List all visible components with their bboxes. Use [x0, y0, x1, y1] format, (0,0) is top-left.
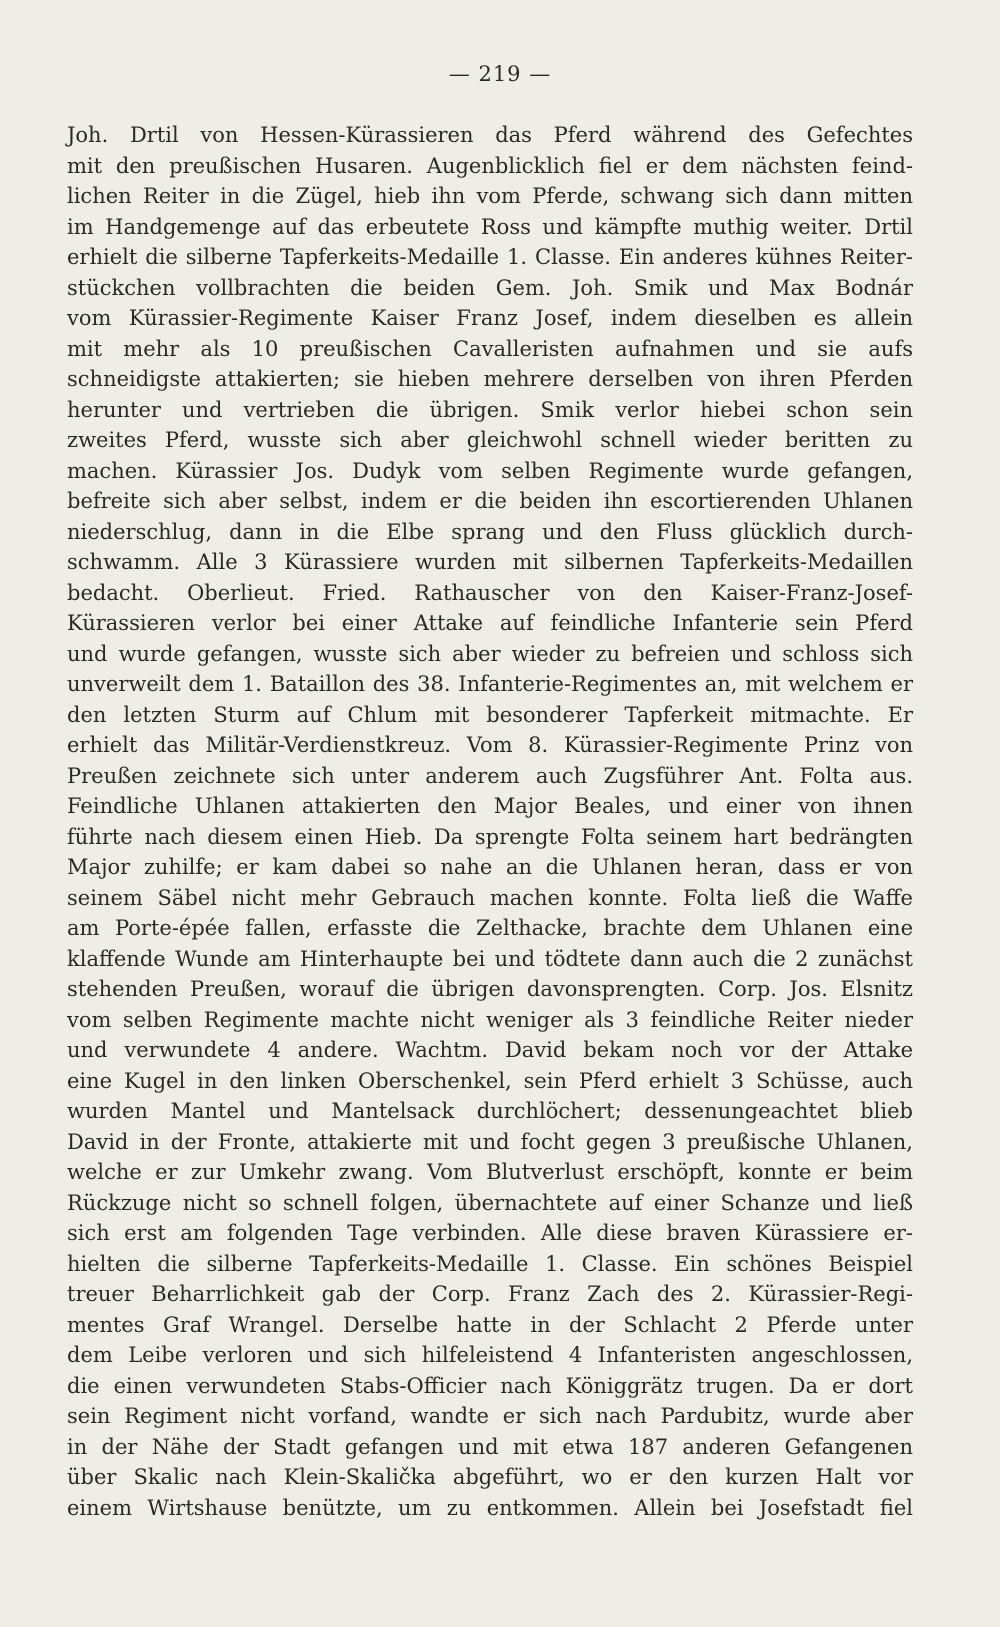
text-line: lichen Reiter in die Zügel, hieb ihn vom Pferde, schwang sich dann mitten [67, 184, 913, 208]
text-line: erhielt die silberne Tapferkeits-Medaille 1. Classe. Ein anderes kühnes Reiter- [67, 245, 913, 269]
text-line: welche er zur Umkehr zwang. Vom Blutverlust erschöpft, konnte er beim [67, 1160, 913, 1184]
text-line: vom Kürassier-Regimente Kaiser Franz Josef, indem dieselben es allein [67, 306, 913, 330]
text-line: seinem Säbel nicht mehr Gebrauch machen konnte. Folta ließ die Waffe [67, 885, 913, 910]
text-line: Rückzuge nicht so schnell folgen, übernachtete auf einer Schanze und ließ [67, 1190, 913, 1215]
text-line: eine Kugel in den linken Oberschenkel, sein Pferd erhielt 3 Schüsse, auch [67, 1068, 913, 1093]
text-line: unverweilt dem 1. Bataillon des 38. Infanterie-Regimentes an, mit welchem er [67, 672, 913, 696]
text-line: schneidigste attakierten; sie hieben mehrere derselben von ihren Pferden [67, 367, 913, 391]
text-line: machen. Kürassier Jos. Dudyk vom selben Regimente wurde gefangen, [67, 458, 913, 483]
text-line: über Skalic nach Klein-Skalička abgeführt, wo er den kurzen Halt vor [67, 1465, 913, 1489]
text-line: klaffende Wunde am Hinterhaupte bei und tödtete dann auch die 2 zunächst [67, 946, 913, 971]
text-line: Joh. Drtil von Hessen-Kürassieren das Pferd während des Gefechtes [67, 123, 913, 147]
text-line: und wurde gefangen, wusste sich aber wieder zu befreien und schloss sich [67, 641, 913, 666]
text-line: den letzten Sturm auf Chlum mit besonderer Tapferkeit mitmachte. Er [67, 702, 913, 727]
text-line: einem Wirtshause benützte, um zu entkommen. Allein bei Josefstadt fiel [67, 1495, 913, 1520]
text-line: mit den preußischen Husaren. Augenblicklich fiel er dem nächsten feind- [67, 153, 913, 178]
text-line: die einen verwundeten Stabs-Officier nach Königgrätz trugen. Da er dort [67, 1373, 913, 1398]
text-line: und verwundete 4 andere. Wachtm. David bekam noch vor der Attake [67, 1038, 913, 1062]
text-line: mentes Graf Wrangel. Derselbe hatte in der Schlacht 2 Pferde unter [67, 1312, 913, 1337]
text-line: wurden Mantel und Mantelsack durchlöchert; dessenungeachtet blieb [67, 1099, 913, 1123]
text-line: Kürassieren verlor bei einer Attake auf feindliche Infanterie sein Pferd [67, 611, 913, 635]
text-line: David in der Fronte, attakierte mit und focht gegen 3 preußische Uhlanen, [67, 1129, 913, 1154]
text-line: stehenden Preußen, worauf die übrigen davonsprengten. Corp. Jos. Elsnitz [67, 977, 913, 1001]
text-line: Major zuhilfe; er kam dabei so nahe an die Uhlanen heran, dass er von [67, 855, 913, 879]
page-number: — 219 — [448, 62, 552, 86]
text-line: Preußen zeichnete sich unter anderem auch Zugsführer Ant. Folta aus. [67, 763, 913, 788]
text-line: im Handgemenge auf das erbeutete Ross und kämpfte muthig weiter. Drtil [67, 214, 913, 239]
text-line: Feindliche Uhlanen attakierten den Major Beales, und einer von ihnen [67, 794, 913, 818]
text-line: vom selben Regimente machte nicht weniger als 3 feindliche Reiter nieder [67, 1007, 913, 1032]
text-line: zweites Pferd, wusste sich aber gleichwohl schnell wieder beritten zu [67, 428, 913, 452]
text-line: sich erst am folgenden Tage verbinden. Alle diese braven Kürassiere er- [67, 1221, 913, 1245]
text-line: niederschlug, dann in die Elbe sprang und den Fluss glücklich durch- [67, 519, 913, 544]
text-line: sein Regiment nicht vorfand, wandte er sich nach Pardubitz, wurde aber [67, 1404, 913, 1428]
text-line: am Porte-épée fallen, erfasste die Zelthacke, brachte dem Uhlanen eine [67, 916, 913, 940]
text-line: erhielt das Militär-Verdienstkreuz. Vom 8. Kürassier-Regimente Prinz von [67, 733, 913, 757]
text-line: führte nach diesem einen Hieb. Da sprengte Folta seinem hart bedrängten [67, 824, 913, 849]
text-line: treuer Beharrlichkeit gab der Corp. Franz Zach des 2. Kürassier-Regi- [67, 1282, 913, 1306]
text-line: stückchen vollbrachten die beiden Gem. Joh. Smik und Max Bodnár [67, 275, 913, 300]
text-line: befreite sich aber selbst, indem er die beiden ihn escortierenden Uhlanen [67, 489, 913, 513]
text-line: bedacht. Oberlieut. Fried. Rathauscher von den Kaiser-Franz-Josef- [67, 580, 913, 605]
text-line: herunter und vertrieben die übrigen. Smik verlor hiebei schon sein [67, 397, 913, 422]
text-line: hielten die silberne Tapferkeits-Medaille 1. Classe. Ein schönes Beispiel [67, 1251, 913, 1276]
text-line: schwamm. Alle 3 Kürassiere wurden mit silbernen Tapferkeits-Medaillen [67, 550, 913, 574]
text-line: mit mehr als 10 preußischen Cavalleristen aufnahmen und sie aufs [67, 336, 913, 361]
text-line: dem Leibe verloren und sich hilfeleistend 4 Infanteristen angeschlossen, [67, 1343, 913, 1367]
text-line: in der Nähe der Stadt gefangen und mit etwa 187 anderen Gefangenen [67, 1434, 913, 1459]
body-text [67, 120, 913, 1523]
